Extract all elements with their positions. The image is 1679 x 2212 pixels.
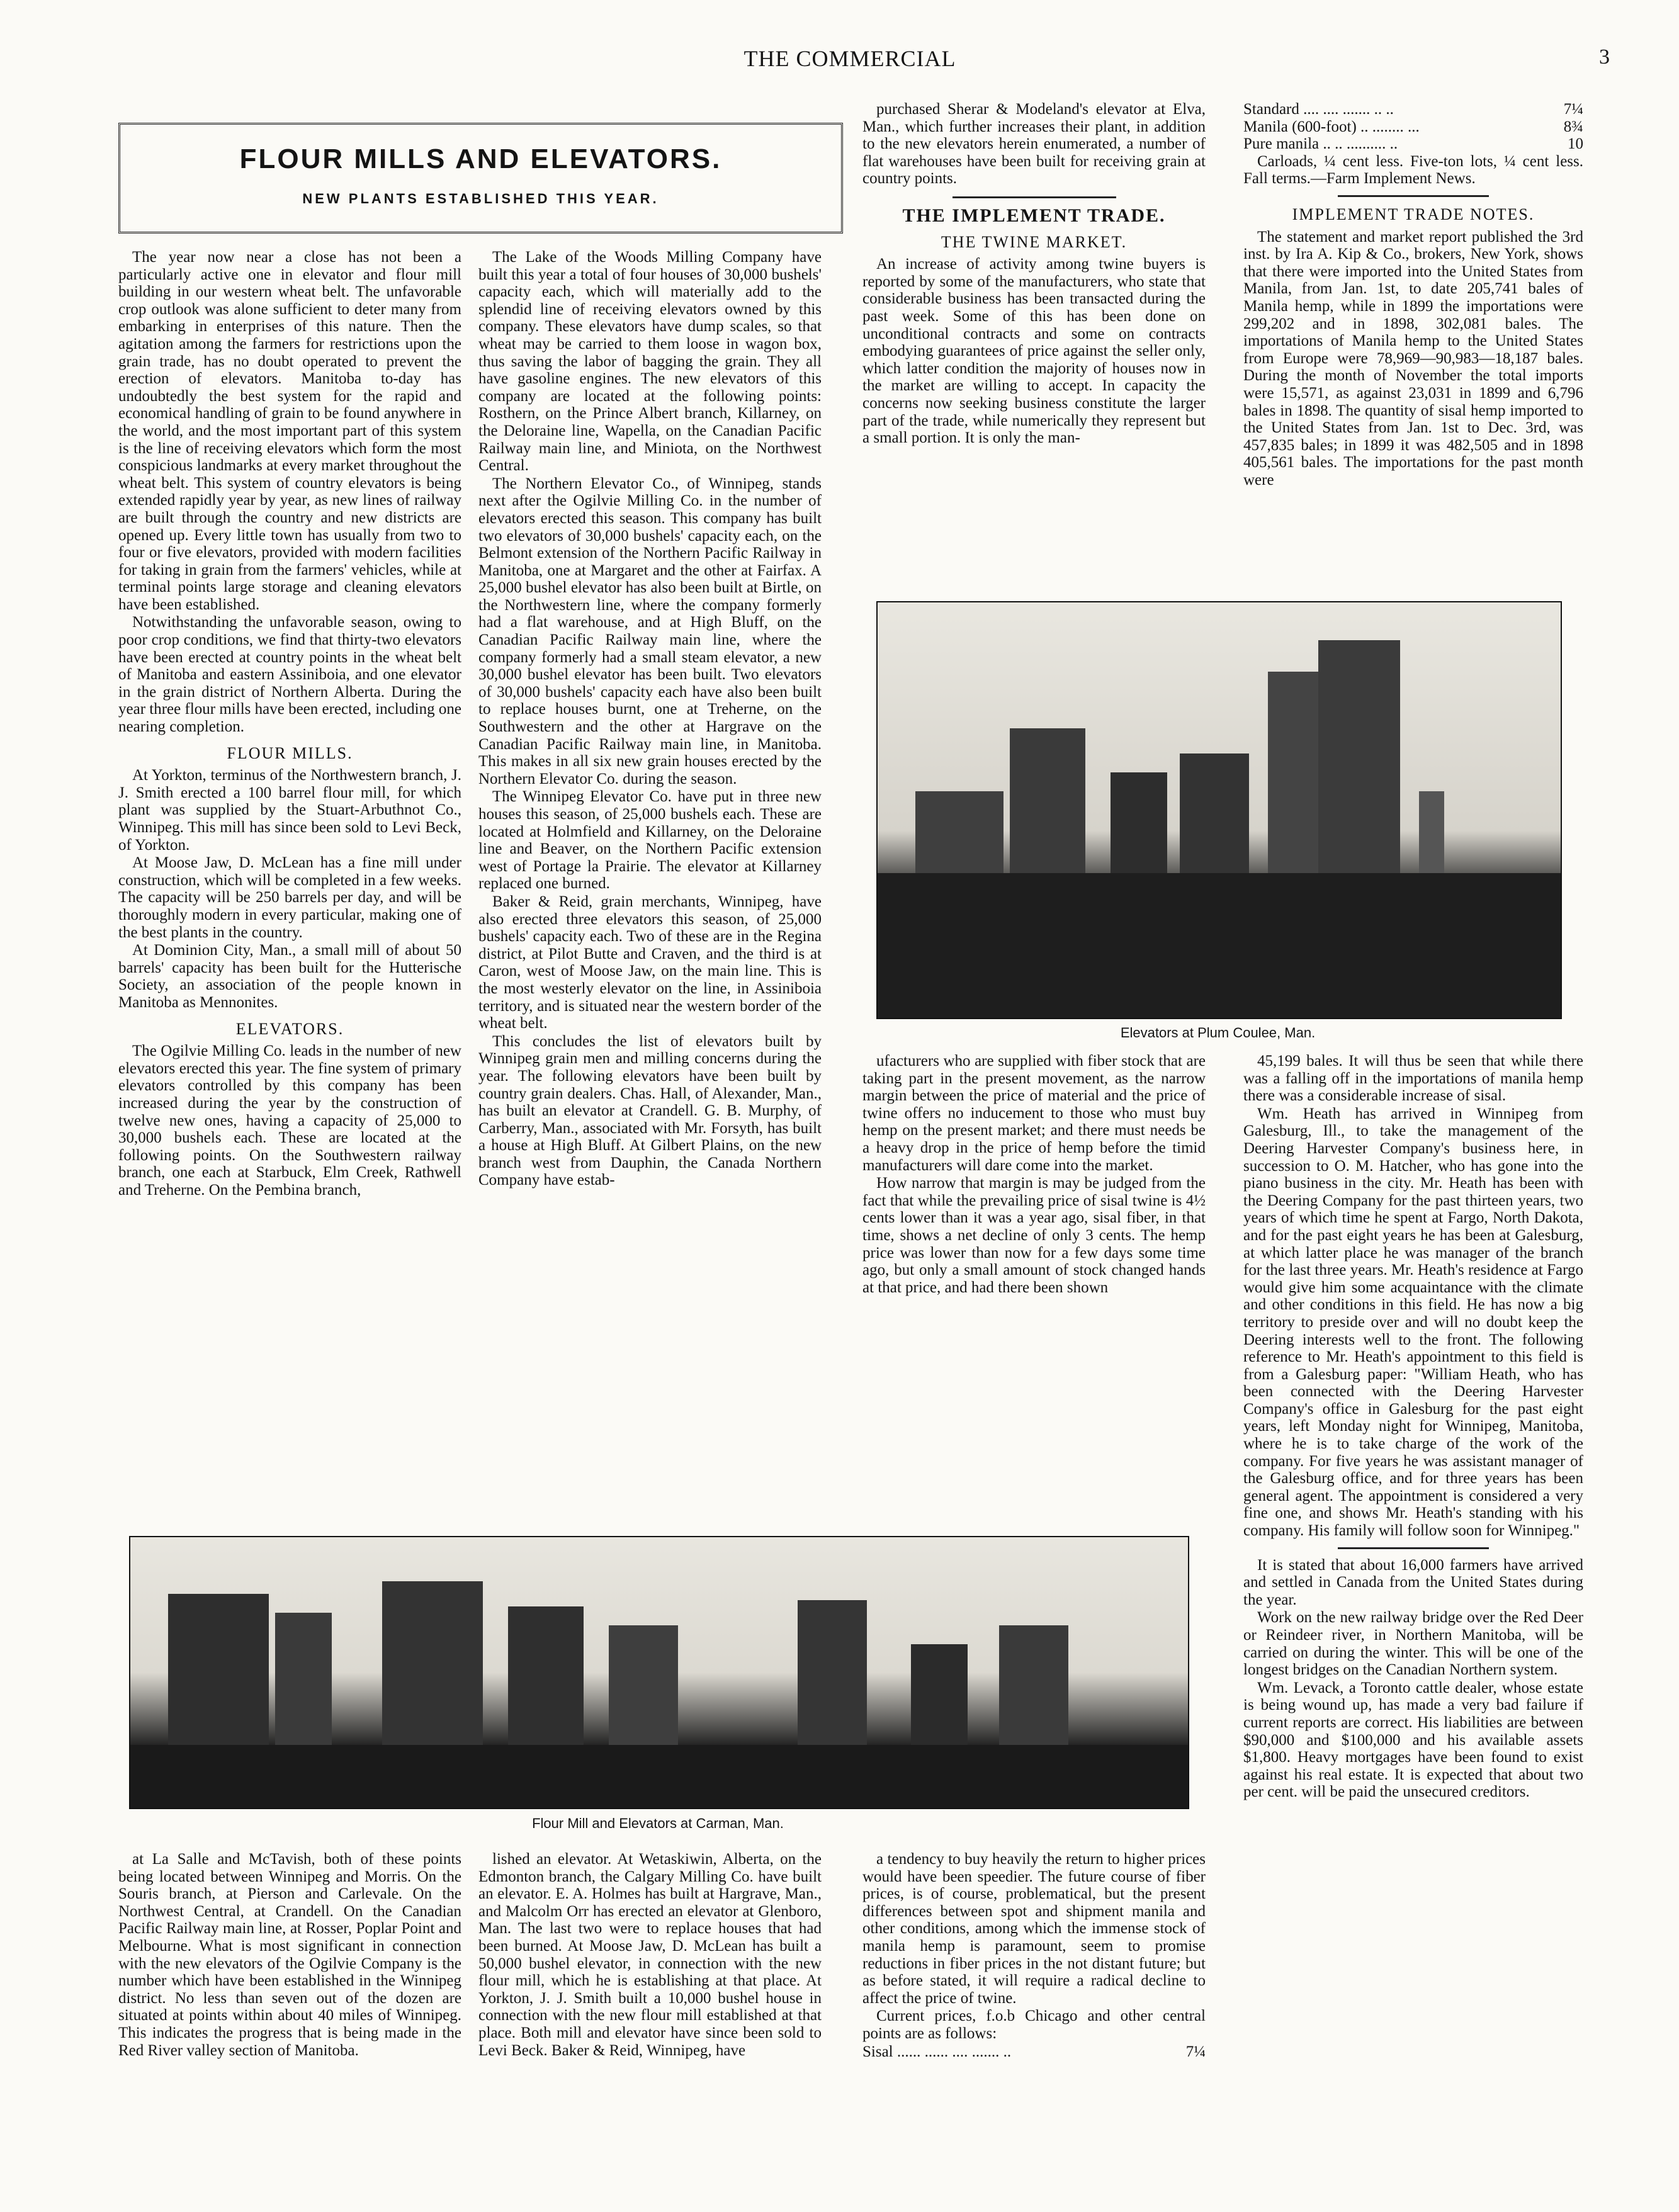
price-row [862, 2043, 1206, 2061]
price-row [1243, 118, 1583, 136]
photo-caption-plum-coulee: Elevators at Plum Coulee, Man. [1120, 1025, 1316, 1041]
headline-box [118, 123, 843, 234]
col1-paragraph: At Dominion City, Man., a small mill of about 50 barrels' capacity has been built for the Hutterische Society, an association of the people known in Manitoba as Mennonites. [118, 942, 461, 1011]
col4-paragraph: The statement and market report published the 3rd inst. by Ira A. Kip & Co., brokers, New York, shows that there were imported into the United States from Manila, from Jan. 1st, to date 205,741 bales of Manila hemp, while in 1899 the importations were 299,202 and in 1898, 302,081 bales. The importations of Manila hemp to the United States from Europe were 78,969—90,983—18,187 bales. During the month of November the total imports were 15,571, as against 23,031 in 1899 and 6,796 bales in 1898. The quantity of sisal hemp imported to the United States from Jan. 1st to Dec. 3rd, was 457,835 bales; in 1899 it was 482,505 and in 1898 405,561 bales. The importations for the past month were [1243, 228, 1583, 488]
subhead-implement-trade: THE IMPLEMENT TRADE. [902, 205, 1166, 226]
subhead-elevators: ELEVATORS. [235, 1019, 344, 1038]
column-4 [1243, 101, 1583, 489]
photo-carman [129, 1536, 1189, 1809]
mid4-paragraph: Wm. Levack, a Toronto cattle dealer, whose estate is being wound up, has made a very bad failure if current reports are correct. His liabilities are between $90,000 and $100,000 and his available assets $1,800. Heavy mortgages have been found to exist against his real estate. It is expected that about two per cent. will be paid the unsecured creditors. [1243, 1679, 1583, 1801]
price-value: 7¼ [1563, 101, 1583, 118]
price-label: Manila (600-foot) .. ........ ... [1243, 118, 1420, 135]
mid4-paragraph: Wm. Heath has arrived in Winnipeg from Galesburg, Ill., to take the management of the Deering Harvester Company's business here, in succession to O. M. Hatcher, who has gone into the piano business in the city. Mr. Heath has been with the Deering Company for the past thirteen years, two years of which time he spent at Fargo, North Dakota, and for the past eight years he has been at Galesburg, at which latter place he was manager of the branch for the last three years. Mr. Heath's residence at Fargo would give him some acquaintance with the climate and other conditions in this field. He has now a big territory to preside over and will no doubt keep the Deering interests well to the front. The following reference to Mr. Heath's appointment to this field is from a Galesburg paper: "William Heath, who has been connected with the Deering Harvester Company's office in Galesburg for the past eight years, left Monday night for Winnipeg, Manitoba, where he is to take charge of the work of the company. For five years he was assistant manager of the Galesburg office, and for three years has been general agent. The appointment is considered a very fine one, and shows Mr. Heath's standing with his company. His family will follow soon for Winnipeg." [1243, 1105, 1583, 1540]
bottom-column-2 [478, 1851, 822, 2060]
bot1-paragraph: at La Salle and McTavish, both of these points being located between Winnipeg and Morris. On the Souris branch, at Pierson and Carlevale. On the Northwest Central, at Crandell. On the Canadian Pacific Railway main line, at Rosser, Poplar Point and Melbourne. What is most significant in connection with the new elevators of the Ogilvie Company is the number which have been established in the Winnipeg district. No less than seven out of the dozen are situated at points within about 40 miles of Winnipeg. This indicates the progress that is being made in the Red River valley section of Manitoba. [118, 1851, 461, 2059]
price-row [1243, 101, 1583, 118]
divider [953, 196, 1116, 198]
col1-paragraph: Notwithstanding the unfavorable season, owing to poor crop conditions, we find that thirty-two elevators have been erected at country points in the wheat belt of Manitoba and eastern Assiniboia, and one elevator in the grain district of Northern Alberta. During the year three flour mills have been erected, including one nearing completion. [118, 614, 461, 736]
col4-paragraph: Carloads, ¼ cent less. Five-ton lots, ¼ cent less. Fall terms.—Farm Implement News. [1243, 152, 1583, 188]
divider [1338, 195, 1489, 197]
col2-paragraph: This concludes the list of elevators built by Winnipeg grain men and milling concerns during the year. The following elevators have been built by country grain dealers. Chas. Hall, of Alexander, Man., has built an elevator at Crandell. G. B. Murphy, of Carberry, Man., associated with Mr. Forsyth, has built a house at High Bluff. At Gilbert Plains, on the new branch west from Dauphin, the Canada Northern Company have estab- [478, 1032, 822, 1189]
col1-paragraph: At Yorkton, terminus of the Northwestern branch, J. J. Smith erected a 100 barrel flour mill, for which plant was supplied by the Stuart-Arbuthnot Co., Winnipeg. This mill has since been sold to Levi Beck, of Yorkton. [118, 767, 461, 854]
col1-paragraph: The Ogilvie Milling Co. leads in the number of new elevators erected this year. The fine system of primary elevators controlled by this company has been increased during the year by the construction of twelve new ones, having a capacity of 25,000 to 30,000 bushels each. These are located at the following points. On the Southwestern railway branch, one each at Starbuck, Elm Creek, Rathwell and Treherne. On the Pembina branch, [118, 1042, 461, 1199]
bottom-column-3 [862, 1851, 1206, 2060]
col2-paragraph: The Lake of the Woods Milling Company have built this year a total of four houses of 30,000 bushels' capacity each, which will materially add to the splendid line of receiving elevators owned by this company. These elevators have dump scales, so that wheat may be carried to them loose in wagon box, thus saving the labor of bagging the grain. They all have gasoline engines. The new elevators of this company are located at the following points: Rosthern, on the Prince Albert branch, Killarney, on the Deloraine line, Wapella, on the Canadian Pacific Railway main line, and Miniota, on the Northwest Central. [478, 249, 822, 475]
headline-subtitle: NEW PLANTS ESTABLISHED THIS YEAR. [302, 191, 659, 206]
col3-paragraph: purchased Sherar & Modeland's elevator at Elva, Man., which further increases their plant, in addition to the new elevators herein enumerated, a number of flat warehouses have been built for receiving grain at country points. [862, 101, 1206, 188]
subhead-twine-market: THE TWINE MARKET. [941, 232, 1128, 251]
column-3-middle [862, 1052, 1206, 1297]
column-1 [118, 249, 461, 1199]
col2-paragraph: The Northern Elevator Co., of Winnipeg, stands next after the Ogilvie Milling Co. in the number of elevators erected this season. This company has built two elevators of 30,000 bushels' capacity each, on the Belmont extension of the Northern Pacific Railway in Manitoba, one at Margaret and the other at Fairfax. A 25,000 bushel elevator has also been built at Birtle, on the Northwestern line, where the company formerly had a flat warehouse, and at High Bluff, on the Canadian Pacific Railway main line, where the company formerly had a small steam elevator, a new 30,000 bushel elevator has been built. Two elevators of 30,000 bushels' capacity each have also been built to replace houses burnt, one at Treherne, on the Southwestern and the other at Hargrave on the Canadian Pacific Railway main line, in Manitoba. This makes in all six new grain houses erected by the Northern Elevator Co. during the season. [478, 475, 822, 787]
col3-paragraph: An increase of activity among twine buyers is reported by some of the manufacturers, who state that considerable business has been transacted during the past week. Some of this has been done on unconditional contracts and some on contracts embodying guarantees of price against the seller only, which latter condition the majority of houses now in the market are willing to accept. In capacity the concerns now seeking business constitute the larger part of the trade, while numerically they represent but a small portion. It is only the man- [862, 256, 1206, 447]
col2-paragraph: Baker & Reid, grain merchants, Winnipeg, have also erected three elevators this season, of 25,000 bushels' capacity each. Two of these are in the Regina district, at Pilot Butte and Craven, and the third is at Caron, west of Moose Jaw, on the main line. This is the most westerly elevator on the line, in Assiniboia territory, and is situated near the western border of the wheat belt. [478, 893, 822, 1032]
bottom-column-1 [118, 1851, 461, 2060]
price-label: Sisal ...... ...... .... ....... .. [862, 2043, 1012, 2060]
headline-title: FLOUR MILLS AND ELEVATORS. [239, 144, 722, 174]
subhead-flour-mills: FLOUR MILLS. [227, 743, 353, 762]
mid4-paragraph: It is stated that about 16,000 farmers have arrived and settled in Canada from the United States during the year. [1243, 1556, 1583, 1608]
mid3-paragraph: How narrow that margin is may be judged from the fact that while the prevailing price of sisal twine is 4½ cents lower than it was a year ago, sisal fiber, in that time, shows a net decline of only 3 cents. The hemp price was lower than now for a few days some time ago, but only a small amount of stock changed hands at that price, and had there been shown [862, 1175, 1206, 1296]
mid4-paragraph: Work on the new railway bridge over the Red Deer or Reindeer river, in Northern Manitoba, will be carried on during the winter. This will be one of the longest bridges on the Canadian Northern system. [1243, 1609, 1583, 1679]
price-value: 10 [1568, 135, 1583, 153]
page-number: 3 [1599, 45, 1610, 69]
column-3 [862, 101, 1206, 448]
price-label: Standard .... .... ....... .. .. [1243, 101, 1394, 118]
divider [1338, 1547, 1489, 1549]
bot3-paragraph: a tendency to buy heavily the return to higher prices would have been speedier. The future course of fiber prices, is of course, problematical, but the present differences between spot and shipment manila and other conditions, among which the immense stock of manila hemp is paramount, seem to promise reductions in fiber prices in the not distant future; but as before stated, it will require a radical decline to affect the price of twine. [862, 1851, 1206, 2007]
mid4-paragraph: 45,199 bales. It will thus be seen that while there was a falling off in the importations of manila hemp there was a considerable increase of sisal. [1243, 1052, 1583, 1105]
col1-paragraph: The year now near a close has not been a particularly active one in elevator and flour mill building in our western wheat belt. The unfavorable crop outlook was alone sufficient to deter many from embarking in enterprises of this nature. Then the agitation among the farmers for restrictions upon the grain trade, has no doubt operated to prevent the erection of elevators. Manitoba to-day has undoubtedly the best system for the rapid and economical handling of grain to be found anywhere in the world, and the most important part of this system is the line of receiving elevators which form the most conspicious landmarks at every market throughout the wheat belt. This system of country elevators is being extended rapidly year by year, as new lines of railway are built through the country and new districts are opened up. Every little town has usually from two to four or five elevators, provided with modern facilities for taking in grain from the farmers' vehicles, while at terminal points large storage and cleaning elevators have been established. [118, 249, 461, 613]
price-value: 8¾ [1563, 118, 1583, 135]
price-label: Pure manila .. .. .......... .. [1243, 135, 1398, 153]
mid3-paragraph: ufacturers who are supplied with fiber stock that are taking part in the present movement, as the narrow margin between the price of material and the price of twine offers no inducement to those who must buy hemp on the present market; and there must needs be a heavy drop in the price of hemp before the timid manufacturers will dare come into the market. [862, 1052, 1206, 1174]
column-2 [478, 249, 822, 1190]
col2-paragraph: The Winnipeg Elevator Co. have put in three new houses this season, of 25,000 bushels each. These are located at Holmfield and Killarney, on the Deloraine line and Beaver, on the Northern Pacific extension west of Portage la Prairie. The elevator at Killarney replaced one burned. [478, 788, 822, 893]
column-4-middle [1243, 1052, 1583, 1802]
bot2-paragraph: lished an elevator. At Wetaskiwin, Alberta, on the Edmonton branch, the Calgary Milling Co. have built an elevator. E. A. Holmes has built at Hargrave, Man., and Malcolm Orr has erected an elevator at Glenboro, Man. The last two were to replace houses that had been burned. At Moose Jaw, D. McLean has built a 50,000 bushel elevator, in connection with the new flour mill, which he is establishing at that place. At Yorkton, J. J. Smith built a 10,000 bushel house in connection with the new flour mill established at that place. Both mill and elevator have since been sold to Levi Beck. Baker & Reid, Winnipeg, have [478, 1851, 822, 2059]
price-value: 7¼ [1185, 2043, 1206, 2060]
col1-paragraph: At Moose Jaw, D. McLean has a fine mill under construction, which will be completed in a few weeks. The capacity will be 250 barrels per day, and will be thoroughly modern in every particular, making one of the best plants in the country. [118, 854, 461, 941]
masthead-title: THE COMMERCIAL [743, 46, 956, 71]
mill-illustration [130, 1537, 1188, 1808]
photo-plum-coulee [876, 601, 1562, 1019]
bot3-paragraph: Current prices, f.o.b Chicago and other central points are as follows: [862, 2007, 1206, 2042]
photo-caption-carman: Flour Mill and Elevators at Carman, Man. [532, 1815, 784, 1831]
subhead-implement-notes: IMPLEMENT TRADE NOTES. [1292, 205, 1535, 223]
price-row [1243, 135, 1583, 153]
elevators-illustration [878, 602, 1561, 1018]
